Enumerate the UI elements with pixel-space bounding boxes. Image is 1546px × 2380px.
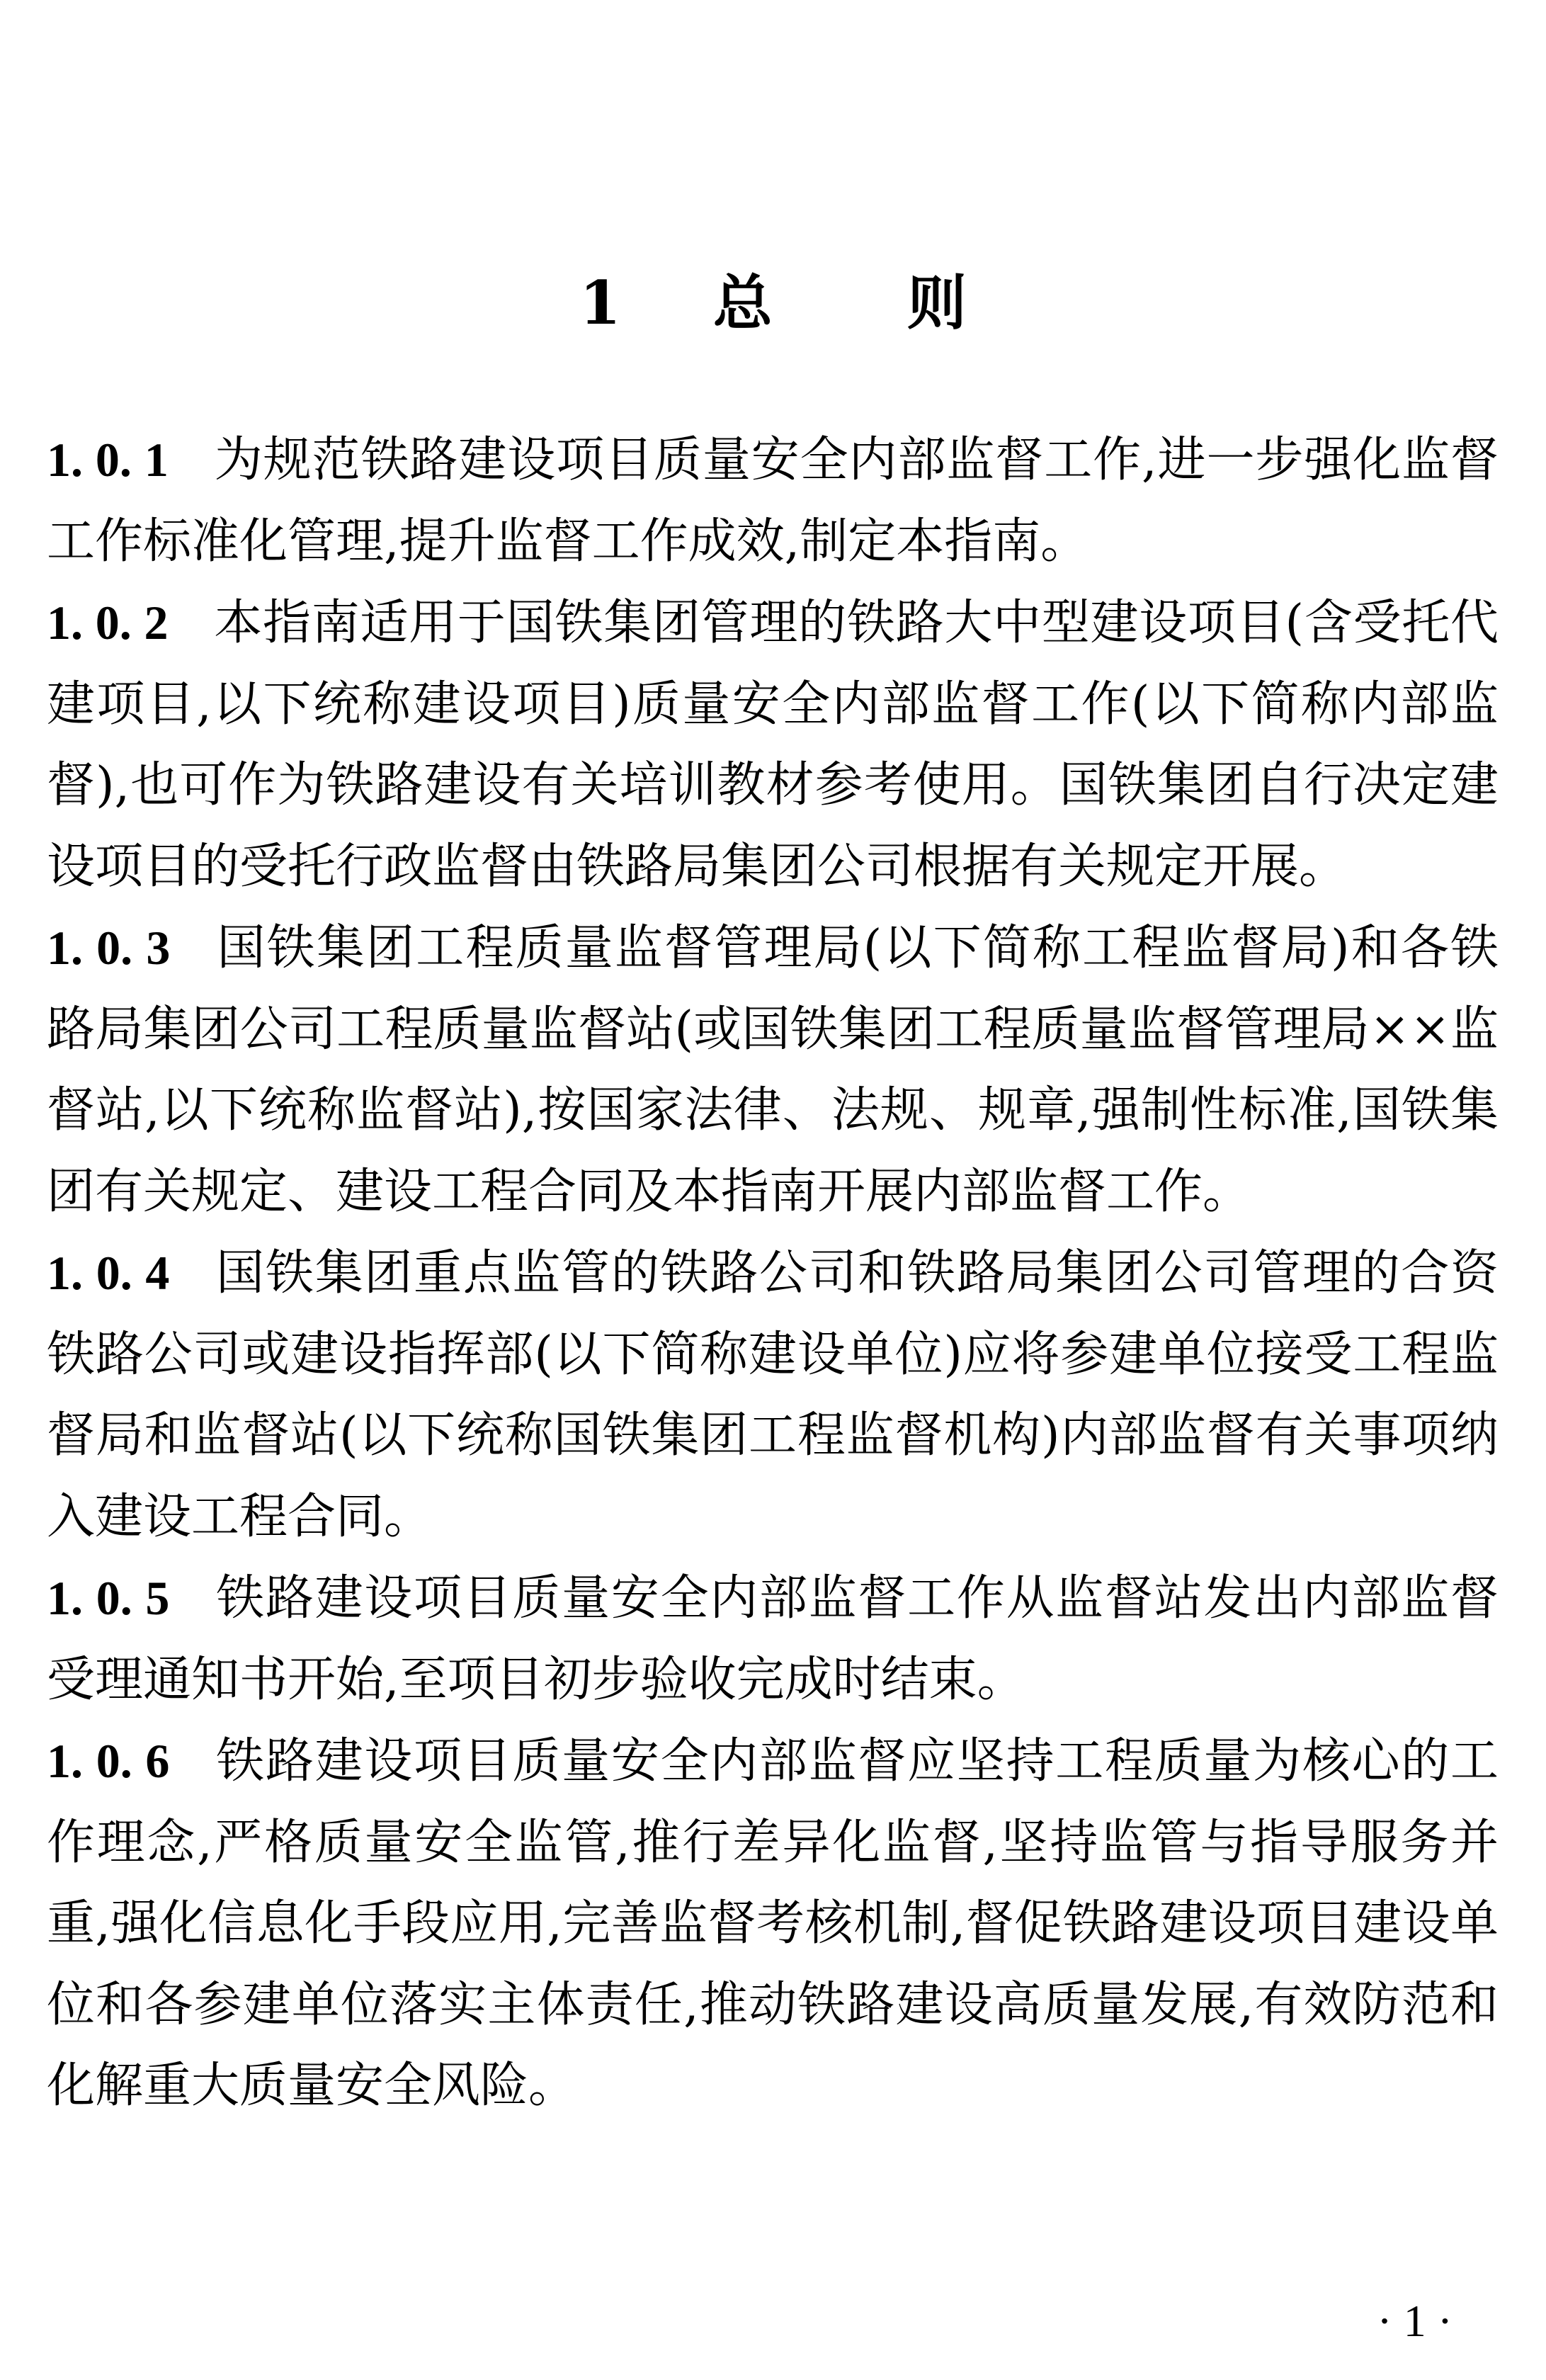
chapter-title-char-1: 总 [712, 268, 773, 338]
chapter-title-char-2: 则 [906, 268, 967, 338]
clause-number: 1. 0. 6 [47, 1734, 170, 1788]
clause-text: 为规范铁路建设项目质量安全内部监督工作,进一步强化监督工作标准化管理,提升监督工作成效,制定本指南。 [47, 432, 1499, 570]
clause-1-0-2 [47, 582, 1499, 907]
chapter-body [47, 419, 1499, 2127]
clause-number: 1. 0. 3 [47, 921, 171, 975]
chapter-number: 1 [579, 268, 621, 338]
clause-1-0-3 [47, 907, 1499, 1232]
clause-text: 国铁集团重点监管的铁路公司和铁路局集团公司管理的合资铁路公司或建设指挥部(以下简称建设单位)应将参建单位接受工程监督局和监督站(以下统称国铁集团工程监督机构)内部监督有关事项纳入建设工程合同。 [47, 1245, 1499, 1545]
clause-text: 铁路建设项目质量安全内部监督工作从监督站发出内部监督受理通知书开始,至项目初步验收完成时结束。 [47, 1570, 1499, 1708]
clause-1-0-5 [47, 1558, 1499, 1721]
clause-text: 本指南适用于国铁集团管理的铁路大中型建设项目(含受托代建项目,以下统称建设项目)质量安全内部监督工作(以下简称内部监督),也可作为铁路建设有关培训教材参考使用。国铁集团自行决定建设项目的受托行政监督由铁路局集团公司根据有关规定开展。 [47, 595, 1499, 895]
clause-number: 1. 0. 2 [47, 596, 169, 650]
chapter-title [0, 268, 1546, 339]
clause-number: 1. 0. 1 [47, 433, 169, 487]
clause-1-0-6 [47, 1721, 1499, 2127]
clause-text: 国铁集团工程质量监督管理局(以下简称工程监督局)和各铁路局集团公司工程质量监督站(或国铁集团工程质量监督管理局××监督站,以下统称监督站),按国家法律、法规、规章,强制性标准,国铁集团有关规定、建设工程合同及本指南开展内部监督工作。 [47, 920, 1499, 1220]
clause-number: 1. 0. 4 [47, 1246, 170, 1300]
page-number: · 1 · [1377, 2296, 1453, 2346]
clause-text: 铁路建设项目质量安全内部监督应坚持工程质量为核心的工作理念,严格质量安全监管,推行差异化监督,坚持监管与指导服务并重,强化信息化手段应用,完善监督考核机制,督促铁路建设项目建设单位和各参建单位落实主体责任,推动铁路建设高质量发展,有效防范和化解重大质量安全风险。 [47, 1733, 1499, 2114]
clause-1-0-1 [47, 419, 1499, 582]
clause-1-0-4 [47, 1232, 1499, 1558]
clause-number: 1. 0. 5 [47, 1571, 170, 1625]
